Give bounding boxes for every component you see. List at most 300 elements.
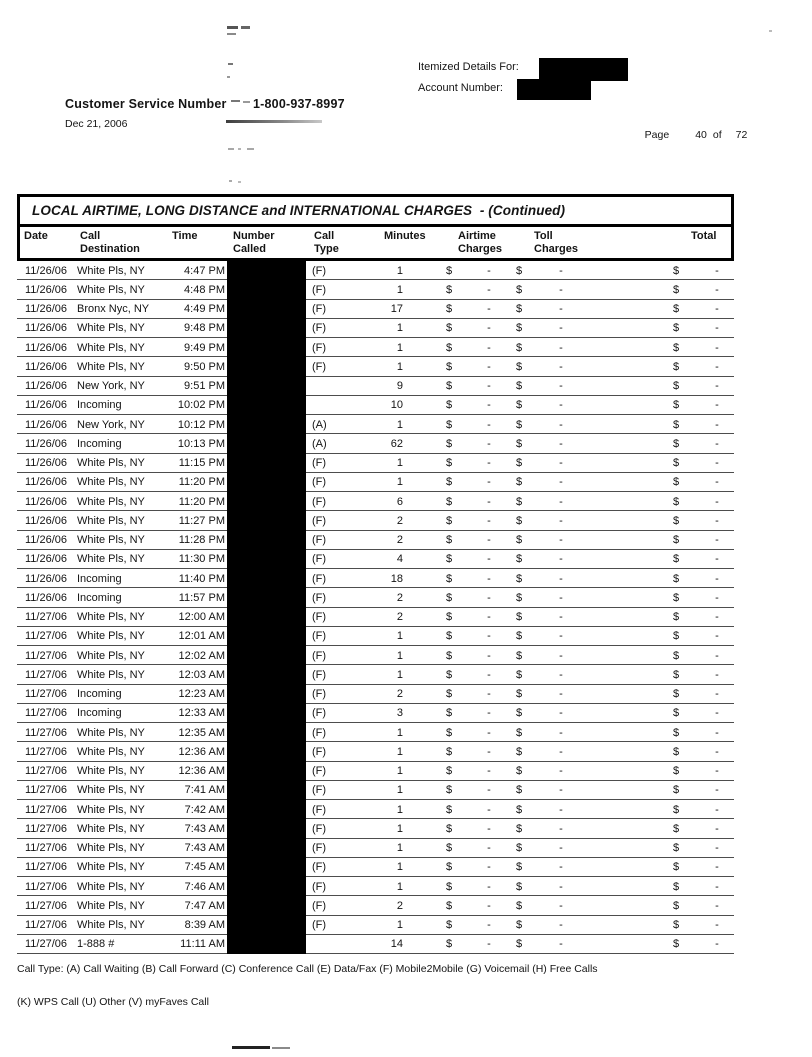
date-cell: 11/27/06 (25, 765, 68, 777)
airtime-currency-symbol: $ (446, 707, 453, 720)
total-currency-symbol: $ (673, 476, 680, 489)
airtime-charges-cell: - (487, 899, 491, 912)
total-cell: - (715, 803, 719, 816)
airtime-currency-symbol: $ (446, 938, 453, 951)
date-cell: 11/27/06 (25, 707, 68, 720)
time-cell: 7:43 AM (184, 842, 225, 854)
total-cell: - (715, 726, 719, 739)
airtime-charges-cell: - (487, 380, 491, 392)
toll-charges-cell: - (559, 264, 563, 277)
toll-charges-cell: - (559, 726, 563, 739)
airtime-charges-cell: - (487, 707, 491, 720)
minutes-cell: 1 (396, 360, 403, 373)
toll-currency-symbol: $ (516, 726, 523, 739)
toll-currency-symbol: $ (516, 303, 523, 315)
airtime-charges-cell: - (487, 861, 491, 874)
airtime-currency-symbol: $ (446, 322, 453, 335)
table-row (17, 608, 734, 627)
call-type-cell: (F) (312, 514, 327, 527)
airtime-currency-symbol: $ (446, 611, 453, 623)
toll-currency-symbol: $ (516, 899, 523, 912)
minutes-cell: 1 (396, 476, 403, 489)
airtime-charges-cell: - (487, 514, 491, 527)
total-currency-symbol: $ (673, 649, 680, 662)
destination-cell: White Pls, NY (77, 476, 145, 489)
total-cell: - (715, 495, 719, 508)
call-type-cell: (F) (312, 745, 327, 758)
minutes-cell: 2 (396, 611, 403, 623)
redaction-box-subscriber (539, 58, 628, 81)
airtime-charges-cell: - (487, 938, 491, 951)
time-cell: 4:48 PM (184, 283, 225, 296)
col-header-call-type: Call Type (314, 230, 339, 255)
total-cell: - (715, 380, 719, 392)
destination-cell: White Pls, NY (77, 534, 145, 546)
table-row (17, 877, 734, 896)
time-cell: 12:36 AM (178, 745, 225, 758)
toll-charges-cell: - (559, 784, 563, 797)
customer-service-number: 1-800-937-8997 (253, 97, 345, 111)
scan-artifact (228, 63, 233, 65)
airtime-charges-cell: - (487, 418, 491, 431)
total-cell: - (715, 437, 719, 450)
minutes-cell: 1 (396, 457, 403, 469)
total-currency-symbol: $ (673, 303, 680, 315)
total-currency-symbol: $ (673, 842, 680, 854)
time-cell: 11:57 PM (178, 591, 225, 604)
airtime-currency-symbol: $ (446, 630, 453, 643)
airtime-currency-symbol: $ (446, 457, 453, 469)
table-row (17, 569, 734, 588)
table-row (17, 588, 734, 607)
airtime-currency-symbol: $ (446, 572, 453, 585)
destination-cell: Incoming (77, 707, 122, 720)
minutes-cell: 3 (396, 707, 403, 720)
toll-currency-symbol: $ (516, 495, 523, 508)
toll-currency-symbol: $ (516, 264, 523, 277)
time-cell: 12:03 AM (178, 668, 225, 681)
minutes-cell: 2 (396, 514, 403, 527)
airtime-currency-symbol: $ (446, 303, 453, 315)
table-row (17, 415, 734, 434)
date-cell: 11/26/06 (25, 303, 68, 315)
col-header-destination: Call Destination (80, 230, 140, 255)
toll-currency-symbol: $ (516, 765, 523, 777)
destination-cell: White Pls, NY (77, 360, 145, 373)
table-row (17, 685, 734, 704)
scan-artifact (227, 33, 236, 35)
table-row (17, 357, 734, 376)
minutes-cell: 2 (396, 534, 403, 546)
table-row (17, 319, 734, 338)
table-row (17, 858, 734, 877)
airtime-charges-cell: - (487, 553, 491, 566)
destination-cell: New York, NY (77, 380, 145, 392)
minutes-cell: 1 (396, 861, 403, 874)
itemized-details-label: Itemized Details For: (418, 61, 519, 73)
total-cell: - (715, 534, 719, 546)
table-row (17, 742, 734, 761)
minutes-cell: 1 (396, 668, 403, 681)
table-row (17, 723, 734, 742)
destination-cell: Bronx Nyc, NY (77, 303, 150, 315)
time-cell: 12:02 AM (178, 649, 225, 662)
airtime-currency-symbol: $ (446, 418, 453, 431)
call-type-cell: (F) (312, 476, 327, 489)
total-currency-symbol: $ (673, 399, 680, 412)
call-type-cell: (F) (312, 457, 327, 469)
total-cell: - (715, 668, 719, 681)
time-cell: 4:47 PM (184, 264, 225, 277)
table-row (17, 800, 734, 819)
airtime-currency-symbol: $ (446, 726, 453, 739)
total-currency-symbol: $ (673, 707, 680, 720)
airtime-currency-symbol: $ (446, 899, 453, 912)
total-cell: - (715, 591, 719, 604)
call-type-cell: (F) (312, 861, 327, 874)
time-cell: 12:23 AM (178, 688, 225, 700)
minutes-cell: 4 (396, 553, 403, 566)
scan-artifact (232, 1046, 270, 1049)
total-cell: - (715, 264, 719, 277)
minutes-cell: 1 (396, 784, 403, 797)
toll-charges-cell: - (559, 745, 563, 758)
total-cell: - (715, 938, 719, 951)
date-cell: 11/26/06 (25, 514, 68, 527)
toll-charges-cell: - (559, 534, 563, 546)
date-cell: 11/26/06 (25, 360, 68, 373)
time-cell: 12:35 AM (178, 726, 225, 739)
minutes-cell: 1 (396, 283, 403, 296)
airtime-charges-cell: - (487, 457, 491, 469)
destination-cell: White Pls, NY (77, 283, 145, 296)
toll-currency-symbol: $ (516, 784, 523, 797)
call-type-cell: (A) (312, 418, 327, 431)
total-currency-symbol: $ (673, 553, 680, 566)
destination-cell: White Pls, NY (77, 553, 145, 566)
total-currency-symbol: $ (673, 534, 680, 546)
airtime-charges-cell: - (487, 534, 491, 546)
table-row (17, 511, 734, 530)
redaction-box-account-number (517, 79, 591, 100)
toll-charges-cell: - (559, 418, 563, 431)
toll-charges-cell: - (559, 360, 563, 373)
toll-currency-symbol: $ (516, 842, 523, 854)
total-cell: - (715, 765, 719, 777)
total-cell: - (715, 360, 719, 373)
toll-currency-symbol: $ (516, 380, 523, 392)
toll-currency-symbol: $ (516, 919, 523, 931)
minutes-cell: 1 (396, 803, 403, 816)
table-row (17, 338, 734, 357)
col-header-airtime-charges: Airtime Charges (458, 230, 503, 255)
toll-charges-cell: - (559, 822, 563, 835)
airtime-currency-symbol: $ (446, 514, 453, 527)
airtime-currency-symbol: $ (446, 842, 453, 854)
airtime-currency-symbol: $ (446, 437, 453, 450)
table-row (17, 839, 734, 858)
time-cell: 7:43 AM (184, 822, 225, 835)
table-row (17, 762, 734, 781)
total-currency-symbol: $ (673, 283, 680, 296)
date-cell: 11/26/06 (25, 322, 68, 335)
time-cell: 12:36 AM (178, 765, 225, 777)
toll-charges-cell: - (559, 514, 563, 527)
toll-charges-cell: - (559, 437, 563, 450)
time-cell: 11:27 PM (178, 514, 225, 527)
destination-cell: White Pls, NY (77, 784, 145, 797)
toll-charges-cell: - (559, 803, 563, 816)
total-currency-symbol: $ (673, 611, 680, 623)
time-cell: 9:49 PM (184, 341, 225, 354)
total-currency-symbol: $ (673, 360, 680, 373)
destination-cell: White Pls, NY (77, 457, 145, 469)
toll-currency-symbol: $ (516, 611, 523, 623)
call-type-cell: (F) (312, 822, 327, 835)
total-cell: - (715, 842, 719, 854)
toll-currency-symbol: $ (516, 399, 523, 412)
total-cell: - (715, 688, 719, 700)
minutes-cell: 2 (396, 591, 403, 604)
destination-cell: White Pls, NY (77, 649, 145, 662)
toll-currency-symbol: $ (516, 822, 523, 835)
airtime-charges-cell: - (487, 784, 491, 797)
total-currency-symbol: $ (673, 745, 680, 758)
total-currency-symbol: $ (673, 784, 680, 797)
airtime-currency-symbol: $ (446, 765, 453, 777)
airtime-currency-symbol: $ (446, 360, 453, 373)
call-type-cell: (A) (312, 437, 327, 450)
date-cell: 11/26/06 (25, 534, 68, 546)
table-column-headers (20, 227, 731, 258)
time-cell: 11:15 PM (178, 457, 225, 469)
airtime-currency-symbol: $ (446, 380, 453, 392)
airtime-currency-symbol: $ (446, 688, 453, 700)
minutes-cell: 1 (396, 341, 403, 354)
time-cell: 10:12 PM (177, 418, 225, 431)
table-row (17, 531, 734, 550)
table-row (17, 646, 734, 665)
scan-artifact (769, 30, 772, 32)
minutes-cell: 1 (396, 630, 403, 643)
toll-charges-cell: - (559, 572, 563, 585)
total-currency-symbol: $ (673, 457, 680, 469)
page-of-label: of (712, 129, 722, 141)
toll-currency-symbol: $ (516, 649, 523, 662)
destination-cell: White Pls, NY (77, 745, 145, 758)
time-cell: 11:30 PM (178, 553, 225, 566)
destination-cell: White Pls, NY (77, 495, 145, 508)
date-cell: 11/26/06 (25, 264, 68, 277)
airtime-charges-cell: - (487, 283, 491, 296)
call-type-cell: (F) (312, 880, 327, 893)
scan-artifact (238, 148, 241, 150)
date-cell: 11/26/06 (25, 476, 68, 489)
total-currency-symbol: $ (673, 726, 680, 739)
scan-artifact (229, 180, 232, 182)
redaction-bar-number-called (227, 261, 306, 954)
toll-currency-symbol: $ (516, 534, 523, 546)
date-cell: 11/26/06 (25, 495, 68, 508)
call-type-legend-line1: Call Type: (A) Call Waiting (B) Call Forward (C) Conference Call (E) Data/Fax (F) Mobile2Mobile (G) Voicemail (H) Free Calls (17, 963, 598, 975)
minutes-cell: 1 (396, 842, 403, 854)
call-type-cell: (F) (312, 572, 327, 585)
scan-artifact (243, 101, 250, 103)
date-cell: 11/26/06 (25, 380, 68, 392)
date-cell: 11/27/06 (25, 803, 68, 816)
date-cell: 11/27/06 (25, 630, 68, 643)
airtime-currency-symbol: $ (446, 495, 453, 508)
col-header-date: Date (24, 230, 48, 242)
total-cell: - (715, 611, 719, 623)
scan-artifact (247, 148, 254, 150)
airtime-charges-cell: - (487, 322, 491, 335)
call-type-cell: (F) (312, 553, 327, 566)
airtime-charges-cell: - (487, 880, 491, 893)
call-type-cell: (F) (312, 534, 327, 546)
total-cell: - (715, 880, 719, 893)
minutes-cell: 6 (396, 495, 403, 508)
total-cell: - (715, 341, 719, 354)
airtime-charges-cell: - (487, 399, 491, 412)
total-currency-symbol: $ (673, 495, 680, 508)
destination-cell: White Pls, NY (77, 322, 145, 335)
date-cell: 11/27/06 (25, 745, 68, 758)
toll-charges-cell: - (559, 880, 563, 893)
call-type-cell: (F) (312, 765, 327, 777)
destination-cell: White Pls, NY (77, 899, 145, 912)
total-cell: - (715, 553, 719, 566)
time-cell: 8:39 AM (184, 919, 225, 931)
airtime-charges-cell: - (487, 264, 491, 277)
toll-charges-cell: - (559, 457, 563, 469)
table-row (17, 454, 734, 473)
toll-charges-cell: - (559, 630, 563, 643)
destination-cell: Incoming (77, 591, 122, 604)
toll-currency-symbol: $ (516, 880, 523, 893)
airtime-charges-cell: - (487, 611, 491, 623)
destination-cell: Incoming (77, 399, 122, 412)
scan-artifact (241, 26, 250, 29)
time-cell: 9:51 PM (184, 380, 225, 392)
airtime-currency-symbol: $ (446, 784, 453, 797)
minutes-cell: 14 (390, 938, 403, 951)
total-cell: - (715, 514, 719, 527)
time-cell: 11:11 AM (180, 938, 225, 951)
time-cell: 7:41 AM (184, 784, 225, 797)
date-cell: 11/26/06 (25, 437, 68, 450)
toll-charges-cell: - (559, 938, 563, 951)
toll-currency-symbol: $ (516, 437, 523, 450)
minutes-cell: 17 (390, 303, 403, 315)
call-type-cell: (F) (312, 360, 327, 373)
airtime-charges-cell: - (487, 303, 491, 315)
airtime-charges-cell: - (487, 572, 491, 585)
total-cell: - (715, 822, 719, 835)
time-cell: 7:42 AM (184, 803, 225, 816)
time-cell: 4:49 PM (184, 303, 225, 315)
airtime-charges-cell: - (487, 495, 491, 508)
table-rows (17, 261, 734, 954)
table-row (17, 473, 734, 492)
total-cell: - (715, 457, 719, 469)
airtime-currency-symbol: $ (446, 341, 453, 354)
toll-currency-symbol: $ (516, 745, 523, 758)
total-cell: - (715, 322, 719, 335)
call-type-cell: (F) (312, 688, 327, 700)
minutes-cell: 1 (396, 822, 403, 835)
toll-currency-symbol: $ (516, 322, 523, 335)
destination-cell: White Pls, NY (77, 668, 145, 681)
toll-currency-symbol: $ (516, 630, 523, 643)
table-row (17, 280, 734, 299)
total-cell: - (715, 745, 719, 758)
call-type-cell: (F) (312, 842, 327, 854)
toll-charges-cell: - (559, 495, 563, 508)
destination-cell: White Pls, NY (77, 842, 145, 854)
toll-currency-symbol: $ (516, 457, 523, 469)
toll-currency-symbol: $ (516, 938, 523, 951)
date-cell: 11/26/06 (25, 341, 68, 354)
toll-charges-cell: - (559, 591, 563, 604)
destination-cell: White Pls, NY (77, 822, 145, 835)
destination-cell: White Pls, NY (77, 765, 145, 777)
airtime-currency-symbol: $ (446, 649, 453, 662)
toll-charges-cell: - (559, 842, 563, 854)
minutes-cell: 1 (396, 726, 403, 739)
airtime-currency-symbol: $ (446, 880, 453, 893)
call-type-cell: (F) (312, 649, 327, 662)
airtime-currency-symbol: $ (446, 822, 453, 835)
call-type-cell: (F) (312, 899, 327, 912)
page-label: Page (644, 129, 670, 141)
toll-charges-cell: - (559, 283, 563, 296)
airtime-currency-symbol: $ (446, 534, 453, 546)
toll-charges-cell: - (559, 688, 563, 700)
airtime-charges-cell: - (487, 591, 491, 604)
total-currency-symbol: $ (673, 822, 680, 835)
minutes-cell: 1 (396, 919, 403, 931)
customer-service-label: Customer Service Number (65, 97, 227, 111)
total-currency-symbol: $ (673, 899, 680, 912)
total-cell: - (715, 283, 719, 296)
date-cell: 11/27/06 (25, 688, 68, 700)
time-cell: 7:46 AM (184, 880, 225, 893)
minutes-cell: 2 (396, 688, 403, 700)
airtime-currency-symbol: $ (446, 591, 453, 604)
date-cell: 11/27/06 (25, 919, 68, 931)
table-row (17, 550, 734, 569)
date-cell: 11/27/06 (25, 726, 68, 739)
destination-cell: White Pls, NY (77, 264, 145, 277)
total-cell: - (715, 649, 719, 662)
toll-currency-symbol: $ (516, 418, 523, 431)
airtime-charges-cell: - (487, 649, 491, 662)
airtime-currency-symbol: $ (446, 553, 453, 566)
toll-charges-cell: - (559, 322, 563, 335)
airtime-charges-cell: - (487, 668, 491, 681)
destination-cell: 1-888 # (77, 938, 115, 951)
time-cell: 10:02 PM (177, 399, 225, 412)
time-cell: 12:00 AM (178, 611, 225, 623)
minutes-cell: 62 (390, 437, 403, 450)
col-header-time: Time (172, 230, 198, 242)
total-cell: - (715, 919, 719, 931)
toll-charges-cell: - (559, 707, 563, 720)
airtime-charges-cell: - (487, 360, 491, 373)
time-cell: 11:40 PM (178, 572, 225, 585)
minutes-cell: 1 (396, 649, 403, 662)
